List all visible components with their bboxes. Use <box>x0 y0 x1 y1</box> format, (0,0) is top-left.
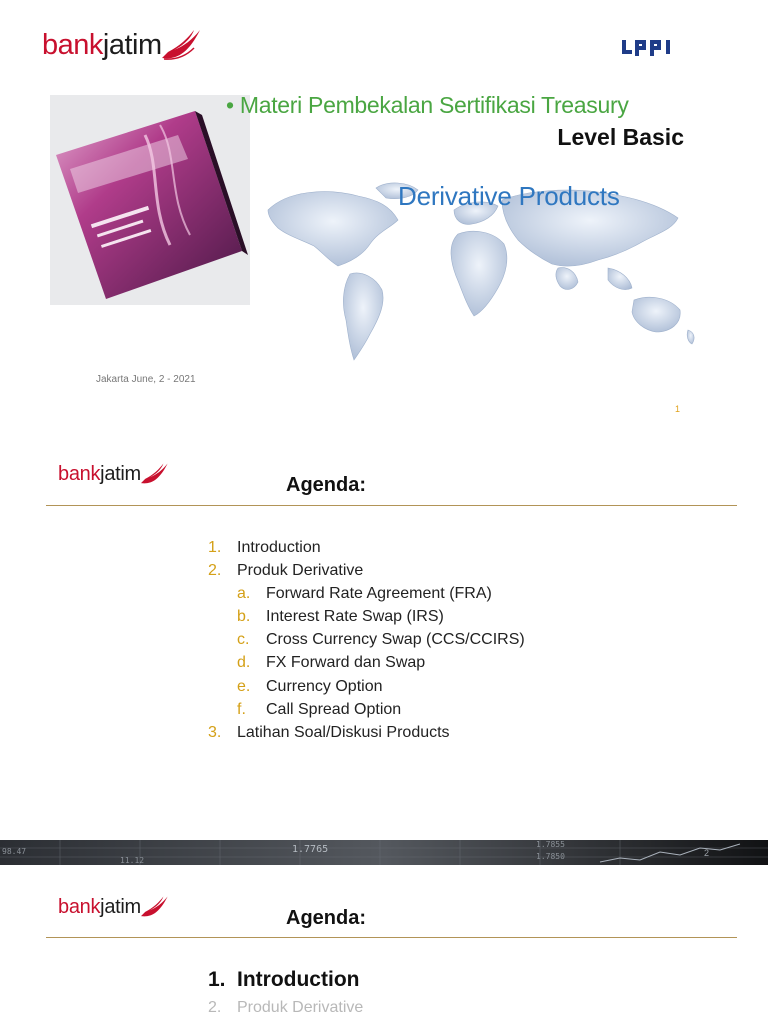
brand-part2: jatim <box>102 29 162 61</box>
level-label: Level Basic <box>557 124 684 150</box>
lppi-logo <box>622 36 678 63</box>
agenda-title: Agenda: <box>286 474 366 496</box>
list-item: 1. Introduction <box>208 539 321 556</box>
date-text: Jakarta June, 2 - 2021 <box>96 374 196 385</box>
bankjatim-logo: bank jatim <box>58 895 169 919</box>
list-item: f. Call Spread Option <box>237 700 402 718</box>
book-cover-image <box>50 95 250 305</box>
list-item: d. FX Forward dan Swap <box>237 654 426 672</box>
header-divider <box>46 505 737 506</box>
agenda-slide-introduction <box>0 865 768 1024</box>
stock-ticker-strip <box>0 840 768 865</box>
ticker-background-image <box>0 840 768 865</box>
current-agenda-item: 1. Introduction <box>208 968 360 991</box>
topic-title: Derivative Products <box>398 181 620 211</box>
list-item: 2. Produk Derivative <box>208 562 364 580</box>
agenda-title: Agenda: <box>286 907 366 929</box>
ticker-number: 1.7765 <box>292 844 329 855</box>
title-slide <box>0 0 768 430</box>
page-number: 2 <box>704 848 710 858</box>
list-item: e. Currency Option <box>237 677 383 695</box>
list-item: a. Forward Rate Agreement (FRA) <box>237 585 492 603</box>
list-item: c. Cross Currency Swap (CCS/CCIRS) <box>237 631 525 649</box>
program-title: • Materi Pembekalan Sertifikasi Treasury <box>226 92 629 118</box>
wing-icon <box>141 895 169 919</box>
list-item: b. Interest Rate Swap (IRS) <box>237 608 444 626</box>
bankjatim-logo <box>42 28 202 62</box>
list-item: 3. Latihan Soal/Diskusi Products <box>208 723 450 741</box>
ticker-number: 1.7850 <box>536 852 565 861</box>
bankjatim-logo: bank jatim <box>58 462 169 486</box>
header-divider <box>46 937 737 938</box>
agenda-list <box>208 536 525 744</box>
next-agenda-item: 2. Produk Derivative <box>208 999 364 1016</box>
page-number: 1 <box>675 404 681 414</box>
wing-icon <box>162 28 202 62</box>
ticker-number: 11.12 <box>120 856 145 865</box>
agenda-slide <box>0 430 768 840</box>
wing-icon <box>141 462 169 486</box>
brand-part1: bank <box>42 29 103 61</box>
ticker-number: 1.7855 <box>536 840 565 849</box>
ticker-number: 98.47 <box>2 847 27 856</box>
lppi-logo-icon <box>622 36 678 58</box>
